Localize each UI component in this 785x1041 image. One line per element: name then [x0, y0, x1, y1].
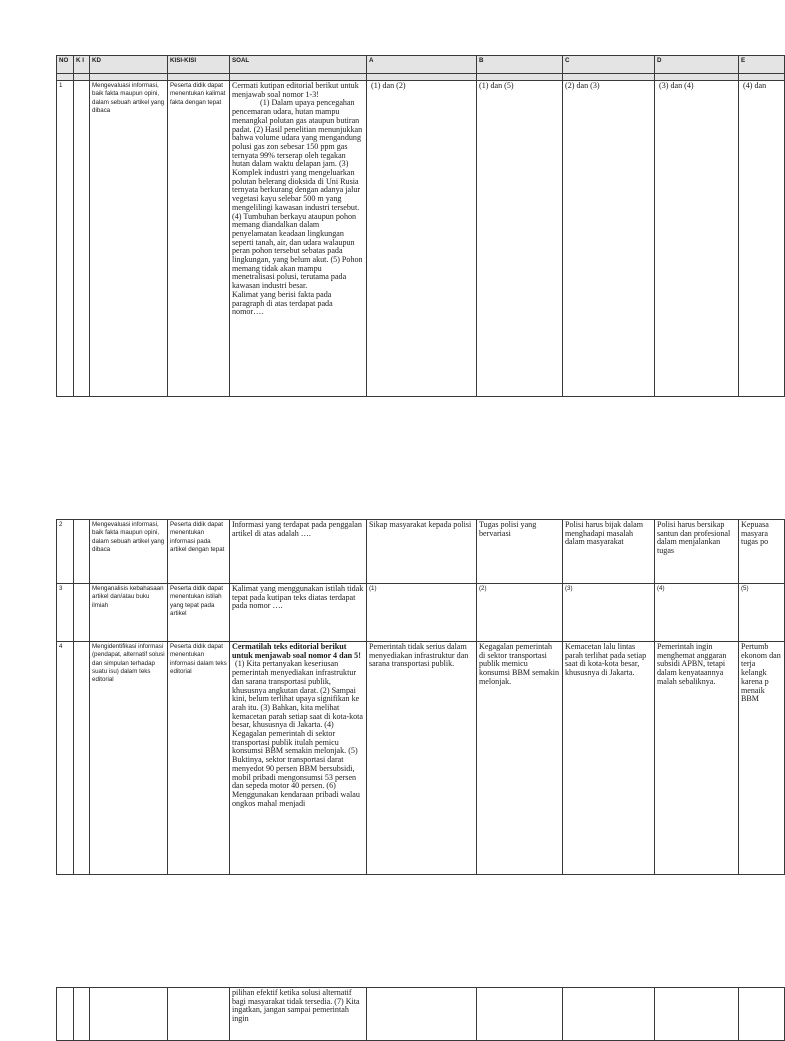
cell-option-d: Polisi harus bersikap santun dan profesional dalam menjalankan tugas [655, 520, 739, 584]
soal-passage: (1) Kita pertanyakan keseriusan pemerintah menyediakan infrastruktur dan sarana transportasi publik, khususnya angkutan darat. (2) Sampai kini, belum terlihat upaya signifikan ke arah itu. (3) Bahkan, kita melihat kemacetan parah setiap saat di kota-kota besar, khususnya di Jakarta. (4) Kegagalan pemerintah di sektor transportasi publik itulah pemicu konsumsi BBM semakin melonjak. (5) Buktinya, sektor transportasi darat menyedot 90 persen BBM bersubsidi, mobil pribadi mengonsumsi 53 persen dan sepeda motor 40 persen. (6) Menggunakan kendaraan pribadi walau ongkos mahal menjadi [232, 659, 364, 808]
cell-soal: Informasi yang terdapat pada penggalan artikel di atas adalah …. [230, 520, 367, 584]
cell-option-b: Tugas polisi yang bervariasi [477, 520, 563, 584]
header-c: C [563, 56, 655, 74]
cell-kd: Menganalisis kebahasaan artikel dan/atau buku ilmiah [90, 584, 168, 642]
cell-option-d [655, 988, 739, 1041]
cell-kd: Mengidentifikasi informasi (pendapat, alternatif solusi dan simpulan terhadap suatu isu) dalam teks editorial [90, 642, 168, 875]
cell-option-e: (5) [739, 584, 785, 642]
cell-kd [90, 988, 168, 1041]
table-row [57, 642, 785, 875]
cell-kisi-kisi: Peserta didik dapat menentukan informasi dalam teks editorial [168, 642, 230, 875]
soal-question: Kalimat yang berisi fakta pada paragraph di atas terdapat pada nomor…. [232, 289, 333, 317]
cell-option-c: Polisi harus bijak dalam menghadapi masalah dalam masyarakat [563, 520, 655, 584]
header-e: E [739, 56, 785, 74]
header-ki: K I [74, 56, 90, 74]
soal-instruction: Cermatilah teks editorial berikut untuk menjawab soal nomor 4 dan 5! [232, 642, 361, 660]
cell-option-e: Pertumb ekonom dan terja kelangk karena p menaik BBM [739, 642, 785, 875]
questions-table-page-3 [56, 987, 785, 1041]
cell-no: 4 [57, 642, 74, 875]
cell-no [57, 988, 74, 1041]
table-header-spacer-row [57, 74, 785, 81]
header-kisi-kisi: KISI-KISI [168, 56, 230, 74]
cell-no: 2 [57, 520, 74, 584]
header-no: NO [57, 56, 74, 74]
cell-soal: Kalimat yang menggunakan istilah tidak tepat pada kutipan teks diatas terdapat pada nomor …. [230, 584, 367, 642]
cell-option-e: (4) dan [739, 81, 785, 397]
cell-no: 1 [57, 81, 74, 397]
questions-table-page-1 [56, 55, 785, 397]
cell-option-c [563, 988, 655, 1041]
cell-option-b: (2) [477, 584, 563, 642]
cell-option-b: (1) dan (5) [477, 81, 563, 397]
cell-option-a: (1) dan (2) [367, 81, 477, 397]
cell-ki [74, 988, 90, 1041]
cell-ki [74, 642, 90, 875]
cell-option-a [367, 988, 477, 1041]
header-kd: KD [90, 56, 168, 74]
cell-option-d: Pemerintah ingin menghemat anggaran subsidi APBN, tetapi dalam kenyataannya malah sebaliknya. [655, 642, 739, 875]
cell-option-c: (2) dan (3) [563, 81, 655, 397]
soal-instruction: Cermati kutipan editorial berikut untuk menjawab soal nomor 1-3! [232, 81, 359, 99]
cell-kd: Mengevaluasi informasi, baik fakta maupun opini, dalam sebuah artikel yang dibaca [90, 81, 168, 397]
cell-option-e [739, 988, 785, 1041]
cell-option-b [477, 988, 563, 1041]
cell-option-c: (3) [563, 584, 655, 642]
cell-option-c: Kemacetan lalu lintas parah terlihat pada setiap saat di kota-kota besar, khususnya di Jakarta. [563, 642, 655, 875]
cell-ki [74, 81, 90, 397]
cell-no: 3 [57, 584, 74, 642]
cell-kisi-kisi [168, 988, 230, 1041]
header-b: B [477, 56, 563, 74]
cell-option-b: Kegagalan pemerintah di sektor transportasi publik memicu konsumsi BBM semakin melonjak. [477, 642, 563, 875]
soal-passage: (1) Dalam upaya pencegahan pencemaran udara, hutan mampu menangkal polutan gas ataupun butiran padat. (2) Hasil penelitian menunjukkan bahwa volume udara yang mengandung polusi gas zon sebesar 150 ppm gas ternyata 99% terserap oleh tegakan hutan dalam waktu delapan jam. (3) Komplek industri yang mengeluarkan polutan belerang dioksida di Uni Rusia ternyata berkurang dengan adanya jalur vegetasi kayu selebar 500 m yang mengelilingi kawasan industri tersebut. (4) Tumbuhan berkayu ataupun pohon memang diandalkan dalam penyelamatan keadaan lingkungan seperti tanah, air, dan udara walaupun peran pohon tersebut sebatas pada lingkungan, yang belum akut. (5) Pohon memang tidak akan mampu menetralisasi polusi, terutama pada kawasan industri besar. [232, 98, 363, 291]
table-row [57, 81, 785, 397]
cell-kisi-kisi: Peserta didik dapat menentukan istilah yang tepat pada artikel [168, 584, 230, 642]
header-a: A [367, 56, 477, 74]
cell-soal [230, 642, 367, 875]
cell-ki [74, 520, 90, 584]
cell-option-d: (3) dan (4) [655, 81, 739, 397]
table-row [57, 988, 785, 1041]
cell-option-a: (1) [367, 584, 477, 642]
cell-option-a: Pemerintah tidak serius dalam menyediakan infrastruktur dan sarana transportasi publik. [367, 642, 477, 875]
header-soal: SOAL [230, 56, 367, 74]
table-row [57, 520, 785, 584]
table-header-row [57, 56, 785, 74]
cell-option-a: Sikap masyarakat kepada polisi [367, 520, 477, 584]
questions-table-page-2 [56, 519, 785, 875]
table-row [57, 584, 785, 642]
cell-option-e: Kepuasa masyara tugas po [739, 520, 785, 584]
header-d: D [655, 56, 739, 74]
cell-soal [230, 81, 367, 397]
cell-kisi-kisi: Peserta didik dapat menentukan kalimat fakta dengan tepat [168, 81, 230, 397]
cell-soal: pilihan efektif ketika solusi alternatif bagi masyarakat tidak tersedia. (7) Kita ingatkan, jangan sampai pemerintah ingin [230, 988, 367, 1041]
cell-kisi-kisi: Peserta didik dapat menentukan informasi pada artikel dengan tepat [168, 520, 230, 584]
cell-ki [74, 584, 90, 642]
cell-option-d: (4) [655, 584, 739, 642]
cell-kd: Mengevaluasi informasi, baik fakta maupun opini, dalam sebuah artikel yang dibaca [90, 520, 168, 584]
